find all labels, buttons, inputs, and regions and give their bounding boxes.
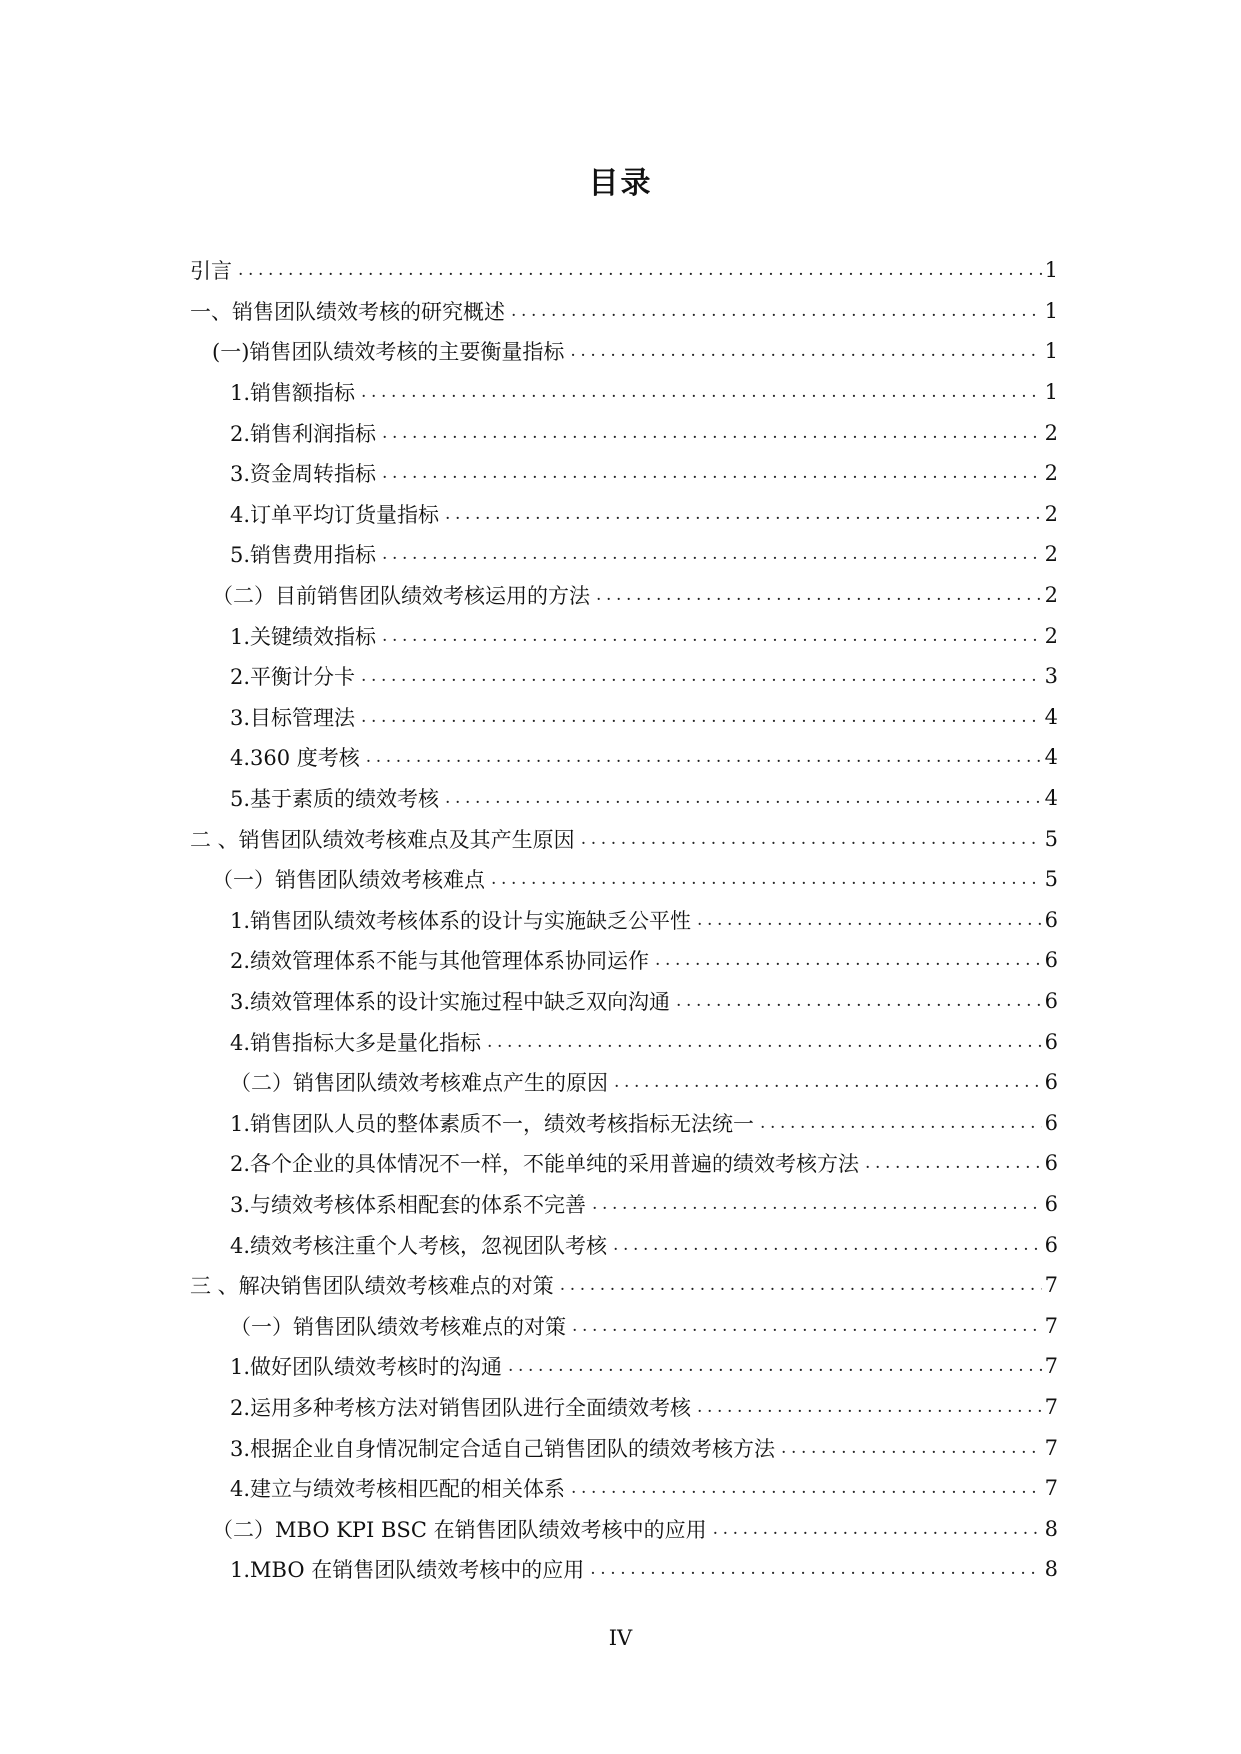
dot-leader (655, 950, 1042, 970)
toc-entry-page: 8 (1044, 1516, 1058, 1541)
dot-leader (361, 382, 1042, 402)
toc-entry-page: 7 (1044, 1394, 1058, 1419)
toc-entry[interactable] (190, 940, 1058, 981)
toc-entry-page: 1 (1044, 339, 1058, 364)
toc-entry[interactable] (190, 1062, 1058, 1103)
toc-entry[interactable] (190, 575, 1058, 616)
dot-leader (596, 585, 1042, 605)
toc-entry-title: 4.销售指标大多是量化指标 (230, 1030, 482, 1055)
toc-entry-title: 1.做好团队绩效考核时的沟通 (230, 1355, 503, 1380)
dot-leader (614, 1072, 1042, 1092)
toc-entry-title: 2.绩效管理体系不能与其他管理体系协同运作 (230, 949, 650, 974)
dot-leader (382, 423, 1042, 443)
toc-entry[interactable] (190, 453, 1058, 494)
dot-leader (572, 1316, 1042, 1336)
toc-entry[interactable] (190, 1021, 1058, 1062)
dot-leader (491, 869, 1042, 889)
toc-entry[interactable] (190, 1184, 1058, 1225)
toc-entry[interactable] (190, 1508, 1058, 1549)
toc-entry-title: 4.360 度考核 (230, 746, 360, 771)
toc-entry[interactable] (190, 859, 1058, 900)
table-of-contents (190, 250, 1058, 1590)
page-title: 目录 (588, 166, 653, 201)
toc-entry[interactable] (190, 1346, 1058, 1387)
dot-leader (760, 1113, 1042, 1133)
toc-entry-title: 二 、销售团队绩效考核难点及其产生原因 (190, 827, 575, 852)
dot-leader (571, 1478, 1042, 1498)
toc-entry-title: 1.销售额指标 (230, 381, 356, 406)
toc-entry-page: 6 (1044, 948, 1058, 973)
dot-leader (238, 260, 1042, 280)
toc-entry-title: 3.目标管理法 (230, 705, 356, 730)
toc-entry-title: 3.与绩效考核体系相配套的体系不完善 (230, 1192, 587, 1217)
toc-entry-page: 7 (1044, 1476, 1058, 1501)
dot-leader (487, 1032, 1042, 1052)
toc-entry-page: 6 (1044, 1110, 1058, 1135)
dot-leader (697, 1397, 1042, 1417)
dot-leader (592, 1194, 1042, 1214)
dot-leader (676, 991, 1042, 1011)
toc-entry[interactable] (190, 656, 1058, 697)
dot-leader (713, 1519, 1042, 1539)
toc-entry-title: （一）销售团队绩效考核难点 (212, 868, 485, 893)
dot-leader (570, 341, 1042, 361)
toc-entry-title: （二）MBO KPI BSC 在销售团队绩效考核中的应用 (212, 1517, 707, 1542)
toc-entry-title: 三 、解决销售团队绩效考核难点的对策 (190, 1274, 554, 1299)
dot-leader (382, 463, 1042, 483)
toc-entry[interactable] (190, 1224, 1058, 1265)
dot-leader (581, 829, 1042, 849)
toc-entry-page: 6 (1044, 1191, 1058, 1216)
toc-entry-page: 6 (1044, 1151, 1058, 1176)
toc-entry[interactable] (190, 697, 1058, 738)
toc-entry-title: 3.资金周转指标 (230, 462, 377, 487)
toc-entry-title: 引言 (190, 259, 232, 284)
toc-entry-title: （一）销售团队绩效考核难点的对策 (230, 1314, 566, 1339)
toc-entry-page: 7 (1044, 1273, 1058, 1298)
toc-entry-title: 1.MBO 在销售团队绩效考核中的应用 (230, 1558, 585, 1583)
dot-leader (590, 1559, 1042, 1579)
toc-entry-title: 4.绩效考核注重个人考核，忽视团队考核 (230, 1233, 608, 1258)
dot-leader (613, 1235, 1042, 1255)
toc-entry[interactable] (190, 1305, 1058, 1346)
toc-entry[interactable] (190, 981, 1058, 1022)
dot-leader (511, 301, 1042, 321)
toc-entry-title: 2.销售利润指标 (230, 421, 377, 446)
dot-leader (865, 1153, 1042, 1173)
toc-entry-page: 6 (1044, 1232, 1058, 1257)
toc-entry-page: 7 (1044, 1435, 1058, 1460)
dot-leader (781, 1438, 1042, 1458)
toc-entry-page: 2 (1044, 542, 1058, 567)
dot-leader (445, 504, 1042, 524)
toc-entry-title: 4.订单平均订货量指标 (230, 502, 440, 527)
toc-entry-page: 6 (1044, 1029, 1058, 1054)
toc-entry[interactable] (190, 818, 1058, 859)
toc-entry[interactable] (190, 1265, 1058, 1306)
toc-entry-title: 1.销售团队绩效考核体系的设计与实施缺乏公平性 (230, 908, 692, 933)
dot-leader (697, 910, 1042, 930)
toc-entry-page: 3 (1044, 664, 1058, 689)
toc-entry-title: （二）销售团队绩效考核难点产生的原因 (230, 1071, 608, 1096)
toc-entry[interactable] (190, 372, 1058, 413)
toc-entry-page: 8 (1044, 1557, 1058, 1582)
toc-entry[interactable] (190, 494, 1058, 535)
toc-entry-page: 2 (1044, 583, 1058, 608)
toc-entry-title: 2.运用多种考核方法对销售团队进行全面绩效考核 (230, 1395, 692, 1420)
toc-entry-title: 5.基于素质的绩效考核 (230, 787, 440, 812)
dot-leader (361, 666, 1042, 686)
toc-entry-page: 1 (1044, 298, 1058, 323)
toc-entry-page: 2 (1044, 461, 1058, 486)
toc-entry-page: 4 (1044, 786, 1058, 811)
toc-entry-title: 2.各个企业的具体情况不一样，不能单纯的采用普遍的绩效考核方法 (230, 1152, 860, 1177)
toc-entry[interactable] (190, 291, 1058, 332)
toc-entry[interactable] (190, 250, 1058, 291)
toc-entry-title: 1.销售团队人员的整体素质不一，绩效考核指标无法统一 (230, 1111, 755, 1136)
toc-entry-title: 3.根据企业自身情况制定合适自己销售团队的绩效考核方法 (230, 1436, 776, 1461)
toc-entry-title: (一)销售团队绩效考核的主要衡量指标 (212, 340, 565, 365)
toc-entry-page: 4 (1044, 745, 1058, 770)
toc-entry[interactable] (190, 331, 1058, 372)
dot-leader (382, 626, 1042, 646)
dot-leader (560, 1275, 1042, 1295)
dot-leader (382, 544, 1042, 564)
toc-entry[interactable] (190, 1102, 1058, 1143)
toc-entry-page: 6 (1044, 1070, 1058, 1095)
toc-entry-title: 一、销售团队绩效考核的研究概述 (190, 299, 505, 324)
toc-entry-page: 1 (1044, 258, 1058, 283)
toc-entry[interactable] (190, 1468, 1058, 1509)
dot-leader (366, 747, 1042, 767)
toc-entry-page: 2 (1044, 420, 1058, 445)
toc-entry[interactable] (190, 412, 1058, 453)
toc-entry-title: （二）目前销售团队绩效考核运用的方法 (212, 584, 590, 609)
toc-entry[interactable] (190, 615, 1058, 656)
toc-entry-title: 1.关键绩效指标 (230, 624, 377, 649)
toc-entry[interactable] (190, 1549, 1058, 1590)
toc-entry-title: 4.建立与绩效考核相匹配的相关体系 (230, 1477, 566, 1502)
toc-entry-page: 7 (1044, 1313, 1058, 1338)
toc-entry-page: 7 (1044, 1354, 1058, 1379)
toc-entry[interactable] (190, 737, 1058, 778)
toc-entry[interactable] (190, 900, 1058, 941)
toc-entry-page: 2 (1044, 623, 1058, 648)
toc-entry-title: 3.绩效管理体系的设计实施过程中缺乏双向沟通 (230, 989, 671, 1014)
toc-entry-page: 1 (1044, 380, 1058, 405)
page-number: IV (608, 1626, 633, 1650)
toc-entry[interactable] (190, 1387, 1058, 1428)
toc-entry-page: 5 (1044, 826, 1058, 851)
toc-entry-title: 5.销售费用指标 (230, 543, 377, 568)
toc-entry-page: 4 (1044, 704, 1058, 729)
dot-leader (445, 788, 1042, 808)
dot-leader (361, 707, 1042, 727)
toc-entry[interactable] (190, 1143, 1058, 1184)
toc-entry[interactable] (190, 1427, 1058, 1468)
toc-entry-page: 5 (1044, 867, 1058, 892)
toc-entry-page: 2 (1044, 501, 1058, 526)
toc-entry-page: 6 (1044, 907, 1058, 932)
toc-entry-title: 2.平衡计分卡 (230, 665, 356, 690)
dot-leader (508, 1356, 1042, 1376)
toc-entry[interactable] (190, 778, 1058, 819)
toc-entry[interactable] (190, 534, 1058, 575)
toc-entry-page: 6 (1044, 988, 1058, 1013)
